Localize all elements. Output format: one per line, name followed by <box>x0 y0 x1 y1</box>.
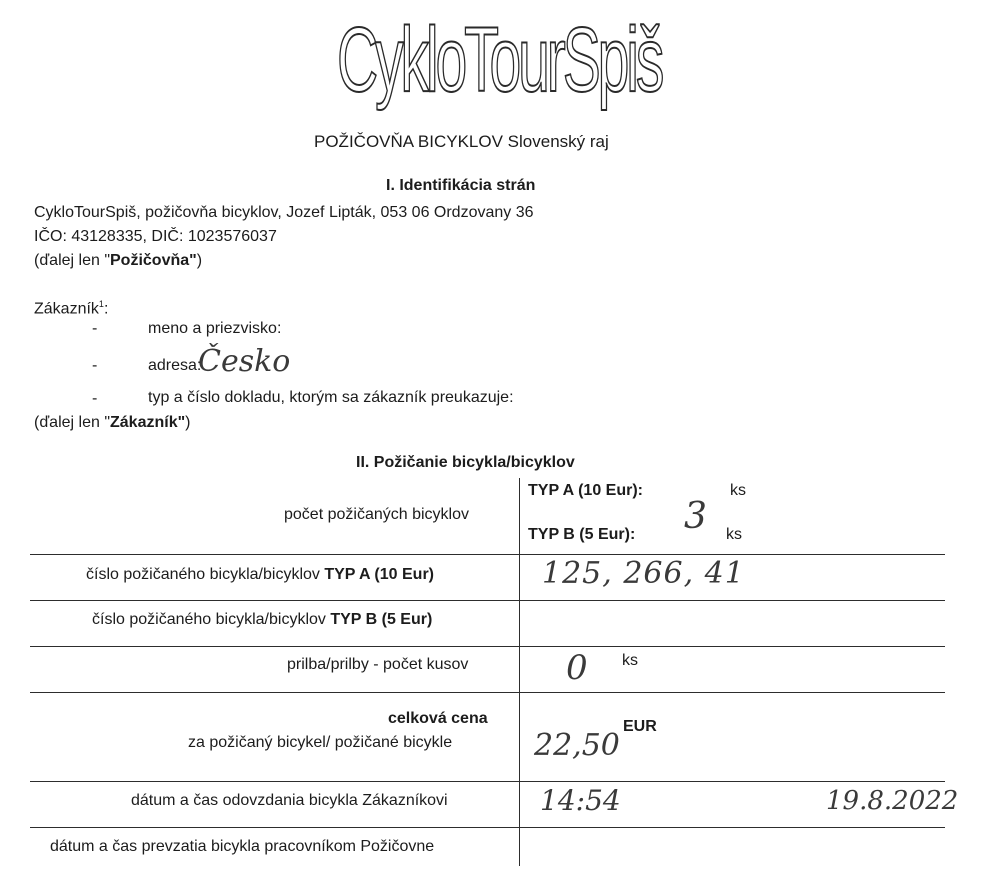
total-price-unit: EUR <box>623 718 657 735</box>
customer-address-label: adresa: <box>148 357 202 374</box>
lessor-designation-suffix: ) <box>196 252 203 269</box>
company-line: CykloTourSpiš, požičovňa bicyklov, Jozef Lipták, 053 06 Ordzovany 36 <box>34 204 534 221</box>
type-a-unit: ks <box>730 482 746 499</box>
lessor-designation <box>34 252 202 270</box>
total-price-value: 22,50 <box>534 728 620 763</box>
total-price-label: za požičaný bicykel/ požičané bicykle <box>188 734 453 751</box>
lessor-designation-prefix: (ďalej len " <box>34 252 110 269</box>
type-a-number-value: 125, 266, 41 <box>542 556 745 591</box>
customer-item-dash: - <box>92 357 98 374</box>
customer-id-doc-label: typ a číslo dokladu, ktorým sa zákazník preukazuje: <box>148 389 514 406</box>
table-row-divider <box>30 646 945 647</box>
type-b-number-label-bold: TYP B (5 Eur) <box>330 611 433 628</box>
table-row-divider <box>30 781 945 782</box>
customer-label-colon: : <box>103 300 109 318</box>
helmets-unit: ks <box>622 652 638 669</box>
customer-footnote: 1 <box>98 299 104 309</box>
bike-count-label: počet požičaných bicyklov <box>284 506 469 523</box>
customer-item-dash: - <box>92 390 98 407</box>
type-b-label: TYP B (5 Eur): <box>528 526 636 543</box>
type-b-unit: ks <box>726 526 742 543</box>
customer-address-value: Česko <box>198 344 291 379</box>
handover-date-value: 19.8.2022 <box>826 786 959 816</box>
customer-item-dash: - <box>92 320 98 337</box>
customer-label <box>34 299 108 318</box>
type-a-number-label <box>86 566 434 584</box>
section1-title: I. Identifikácia strán <box>386 177 536 194</box>
customer-name-label: meno a priezvisko: <box>148 320 282 337</box>
table-column-divider <box>519 478 520 866</box>
table-row-divider <box>30 827 945 828</box>
handover-time-value: 14:54 <box>540 784 621 817</box>
type-b-count-value: 3 <box>684 496 707 537</box>
type-a-number-label-text: číslo požičaného bicykla/bicyklov <box>86 566 325 583</box>
type-a-number-label-bold: TYP A (10 Eur) <box>324 566 434 583</box>
company-logo: CykloTourSpiš <box>337 9 662 111</box>
handover-label: dátum a čas odovzdania bicykla Zákazníkovi <box>131 792 448 809</box>
customer-designation <box>34 414 191 432</box>
customer-designation-bold: Zákazník" <box>110 414 186 431</box>
company-ids: IČO: 43128335, DIČ: 1023576037 <box>34 228 277 245</box>
customer-label-text: Zákazník <box>34 300 99 318</box>
section2-title: II. Požičanie bicykla/bicyklov <box>356 454 575 471</box>
helmets-value: 0 <box>566 648 588 688</box>
total-price-label-bold: celková cena <box>388 710 488 727</box>
return-label: dátum a čas prevzatia bicykla pracovníkom Požičovne <box>50 838 435 855</box>
customer-designation-prefix: (ďalej len " <box>34 414 110 431</box>
helmets-label: prilba/prilby - počet kusov <box>287 656 469 673</box>
type-b-number-label <box>92 611 432 629</box>
table-row-divider <box>30 600 945 601</box>
table-row-divider <box>30 692 945 693</box>
table-row-divider <box>30 554 945 555</box>
type-a-label: TYP A (10 Eur): <box>528 482 643 499</box>
company-subtitle: POŽIČOVŇA BICYKLOV Slovenský raj <box>314 132 609 151</box>
customer-designation-suffix: ) <box>185 414 191 431</box>
type-b-number-label-text: číslo požičaného bicykla/bicyklov <box>92 611 331 628</box>
lessor-designation-bold: Požičovňa" <box>110 252 197 269</box>
